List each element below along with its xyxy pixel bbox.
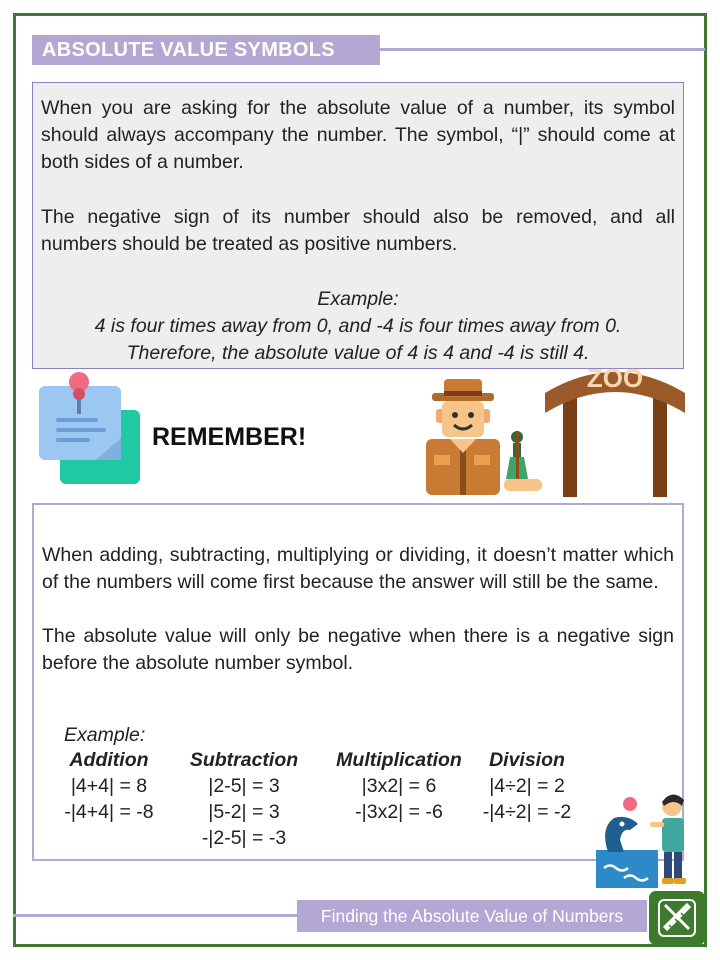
zoo-gate-icon	[543, 357, 688, 497]
example-line: -|2-5| = -3	[201, 827, 287, 849]
zookeeper-icon	[420, 375, 545, 495]
column-heading: Division	[489, 749, 565, 771]
example-line: |4÷2| = 2	[489, 775, 565, 797]
title-rule	[380, 48, 705, 51]
remember-heading: REMEMBER!	[152, 423, 307, 451]
example-line-1: 4 is four times away from 0, and -4 is four times away from 0.	[94, 315, 622, 337]
column-heading: Multiplication	[336, 749, 462, 771]
intro-paragraph-1: When you are asking for the absolute value of a number, its symbol should always accompany the number. The symbol, “|” should come at both sides of a number.	[41, 97, 675, 173]
footer-rule	[13, 914, 303, 917]
subtraction-column	[179, 747, 309, 851]
example-line: -|4÷2| = -2	[482, 801, 572, 823]
rules-box	[32, 503, 684, 861]
pencil-ruler-icon	[649, 891, 705, 945]
example-line: -|3x2| = -6	[355, 801, 443, 823]
zoo-sign-text: ZOO	[586, 363, 644, 393]
rules-paragraph-2: The absolute value will only be negative when there is a negative sign before the absolute number symbol.	[42, 625, 674, 674]
addition-column	[54, 747, 164, 825]
seal-trainer-icon	[594, 788, 700, 888]
column-heading: Addition	[69, 749, 149, 771]
sticky-note-icon	[36, 368, 144, 488]
example-line: -|4+4| = -8	[64, 801, 154, 823]
example-line: |5-2| = 3	[208, 801, 280, 823]
intro-box	[32, 82, 684, 369]
rules-example-label: Example:	[64, 724, 146, 746]
example-line: |2-5| = 3	[208, 775, 280, 797]
section-title: ABSOLUTE VALUE SYMBOLS	[32, 35, 380, 65]
example-label: Example:	[317, 288, 399, 310]
multiplication-column	[324, 747, 474, 825]
example-line: |4+4| = 8	[70, 775, 148, 797]
column-heading: Subtraction	[189, 749, 299, 771]
intro-paragraph-2: The negative sign of its number should also be removed, and all numbers should be treated as positive numbers.	[41, 206, 675, 255]
logo-badge	[649, 891, 705, 945]
rules-paragraph-1: When adding, subtracting, multiplying or dividing, it doesn’t matter which of the numbers will come first because the answer will still be the same.	[42, 544, 674, 593]
example-line-2: Therefore, the absolute value of 4 is 4 and -4 is still 4.	[126, 342, 590, 364]
footer-title: Finding the Absolute Value of Numbers	[297, 900, 647, 932]
example-line: |3x2| = 6	[361, 775, 437, 797]
division-column	[472, 747, 582, 825]
